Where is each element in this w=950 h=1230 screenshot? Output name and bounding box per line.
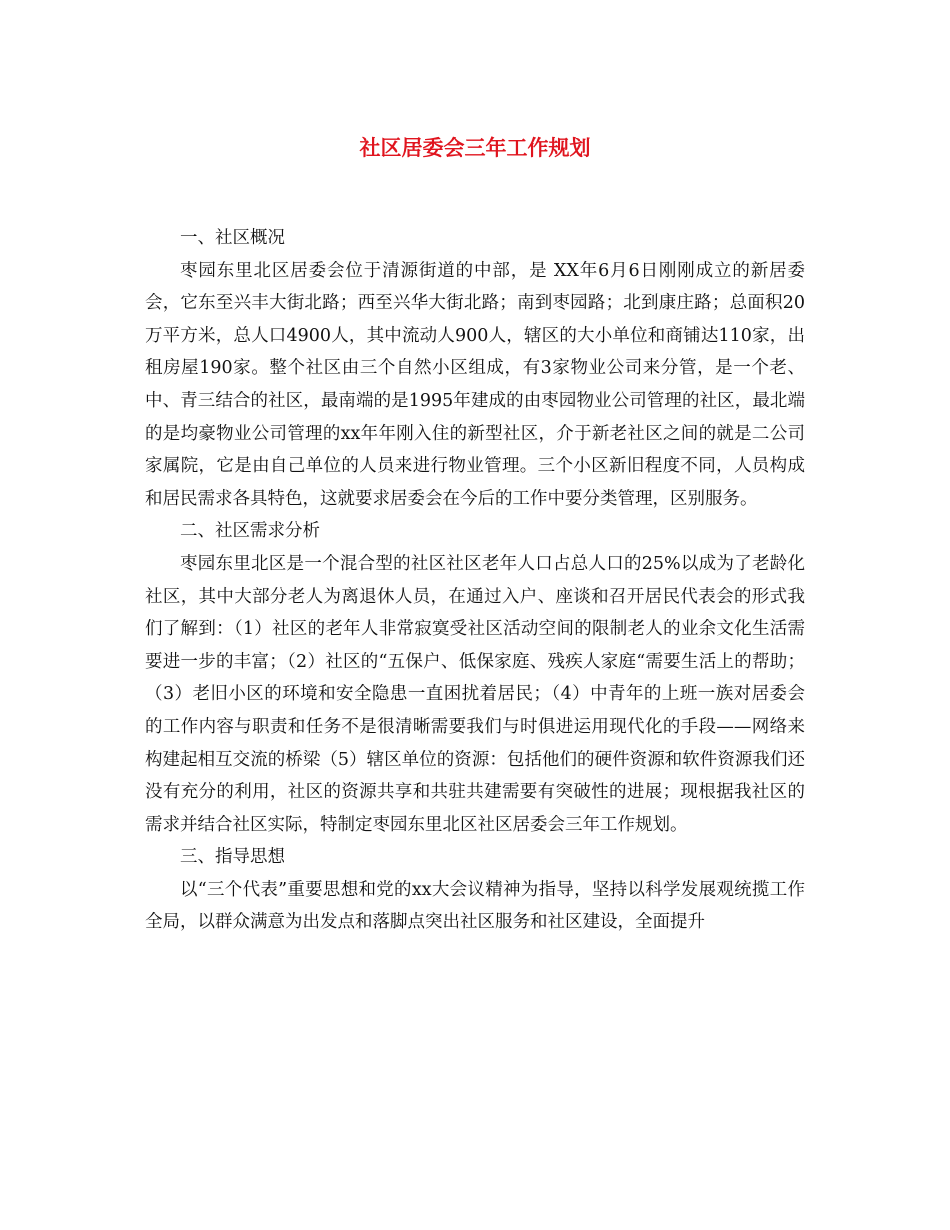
document-title: 社区居委会三年工作规划 (359, 135, 591, 160)
section-heading-overview: 一、社区概况 (180, 228, 285, 248)
paragraph-guiding: 以“三个代表”重要思想和党的xx大会议精神为指导，坚持以科学发展观统揽工作全局，以群众满意为出发点和落脚点突出社区服务和社区建设，全面提升 (145, 879, 805, 933)
section-heading-needs: 二、社区需求分析 (180, 521, 320, 542)
section-heading-guiding: 三、指导思想 (180, 847, 285, 868)
document-body (145, 222, 805, 939)
paragraph-needs: 枣园东里北区是一个混合型的社区社区老年人口占总人口的25%以成为了老龄化社区，其中大部分老人为离退休人员，在通过入户、座谈和召开居民代表会的形式我们了解到：（1）社区的老年人非常寂寞受社区活动空间的限制老人的业余文化生活需要进一步的丰富；（2）社区的“五保户、低保家庭、残疾人家庭“需要生活上的帮助；（3）老旧小区的环境和安全隐患一直困扰着居民；（4）中青年的上班一族对居委会的工作内容与职责和任务不是很清晰需要我们与时俱进运用现代化的手段——网络来构建起相互交流的桥梁（5）辖区单位的资源：包括他们的硬件资源和软件资源我们还没有充分的利用，社区的资源共享和共驻共建需要有突破性的进展；现根据我社区的需求并结合社区实际，特制定枣园东里北区社区居委会三年工作规划。 (145, 553, 805, 835)
paragraph-overview: 枣园东里北区居委会位于清源街道的中部，是 XX年6月6日刚刚成立的新居委会，它东至兴丰大街北路；西至兴华大街北路；南到枣园路；北到康庄路；总面积20万平方米，总人口4900人，其中流动人900人，辖区的大小单位和商铺达110家，出租房屋190家。整个社区由三个自然小区组成，有3家物业公司来分管，是一个老、中、青三结合的社区，最南端的是1995年建成的由枣园物业公司管理的社区，最北端的是均豪物业公司管理的xx年年刚入住的新型社区，介于新老社区之间的就是二公司家属院，它是由自己单位的人员来进行物业管理。三个小区新旧程度不同，人员构成和居民需求各具特色，这就要求居委会在今后的工作中要分类管理，区别服务。 (145, 260, 805, 509)
